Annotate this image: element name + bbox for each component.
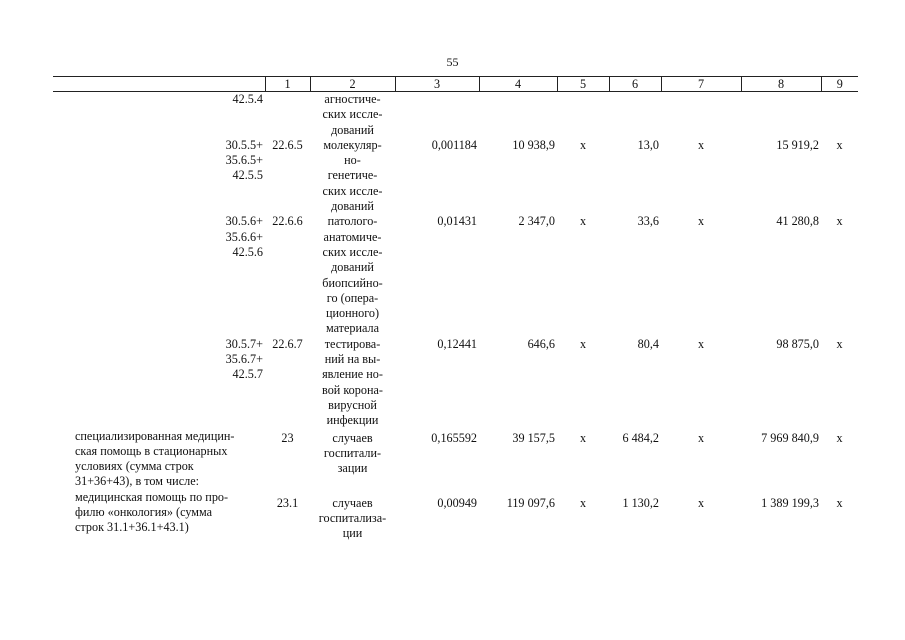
row-value-5 — [557, 92, 609, 138]
row-value-7 — [661, 92, 741, 138]
row-value-6 — [609, 92, 661, 138]
table-row — [53, 490, 858, 542]
row-value-3 — [395, 92, 479, 138]
row-value-6: 6 484,2 — [622, 430, 659, 445]
data-table — [53, 76, 858, 542]
header-cell-9: 9 — [821, 77, 858, 92]
row-code: 30.5.7+ 35.6.7+ 42.5.7 — [225, 336, 263, 382]
row-value-4: 2 347,0 — [518, 214, 555, 229]
table-row — [53, 429, 858, 490]
row-value-3: 0,01431 — [437, 214, 477, 229]
row-value-7: х — [697, 336, 705, 351]
row-code: 42.5.4 — [232, 92, 263, 106]
row-value-8: 15 919,2 — [776, 137, 819, 152]
header-cell-3: 3 — [395, 77, 479, 92]
row-value-9: х — [836, 137, 843, 152]
row-value-9 — [821, 92, 858, 138]
row-number: 23 — [281, 430, 294, 445]
table-row — [53, 92, 858, 138]
row-value-5: х — [579, 137, 587, 152]
row-unit: патолого- анатомиче- ских иссле- дований биопсийно- го (опера- ционного) материала — [322, 214, 383, 336]
header-row — [53, 77, 858, 92]
header-cell-7: 7 — [661, 77, 741, 92]
row-value-9: х — [836, 430, 843, 445]
row-value-8: 41 280,8 — [776, 214, 819, 229]
row-value-4: 646,6 — [527, 336, 555, 351]
row-number: 23.1 — [276, 495, 299, 510]
row-value-5: х — [579, 495, 587, 510]
row-value-7: х — [697, 137, 705, 152]
row-value-4: 119 097,6 — [506, 495, 555, 510]
row-value-4: 39 157,5 — [512, 430, 555, 445]
row-code: 30.5.5+ 35.6.5+ 42.5.5 — [225, 137, 263, 183]
row-value-7: х — [697, 495, 705, 510]
row-value-3: 0,12441 — [437, 336, 477, 351]
row-value-9: х — [836, 495, 843, 510]
row-value-7: х — [697, 214, 705, 229]
header-cell-1: 1 — [265, 77, 310, 92]
row-value-4 — [479, 92, 557, 138]
row-unit: случаев госпитализа- ции — [318, 495, 387, 541]
row-value-6: 33,6 — [637, 214, 659, 229]
row-value-3: 0,001184 — [431, 137, 477, 152]
header-cell-8: 8 — [741, 77, 821, 92]
row-code: 30.5.6+ 35.6.6+ 42.5.6 — [225, 214, 263, 259]
row-unit: агностиче- ских иссле- дований — [322, 92, 383, 137]
page-number: 55 — [446, 55, 459, 69]
row-description: медицинская помощь по про- филю «онкология» (сумма строк 31.1+36.1+43.1) — [75, 489, 229, 535]
table-row — [53, 337, 858, 429]
row-unit: тестирова- ний на вы- явление но- вой корона- вирусной инфекции — [322, 336, 383, 428]
row-value-6: 1 130,2 — [622, 495, 659, 510]
row-value-6: 13,0 — [637, 137, 659, 152]
table-row — [53, 214, 858, 336]
table-row — [53, 138, 858, 214]
row-value-9: х — [836, 336, 843, 351]
header-cell-6: 6 — [609, 77, 661, 92]
row-description: специализированная медицин- ская помощь в стационарных условиях (сумма строк 31+36+43), в том числе: — [75, 428, 235, 489]
header-cell-empty — [53, 77, 265, 92]
header-cell-4: 4 — [479, 77, 557, 92]
row-number: 22.6.6 — [272, 214, 303, 229]
row-value-7: х — [697, 430, 705, 445]
row-value-8: 98 875,0 — [776, 336, 819, 351]
row-number: 22.6.5 — [272, 137, 303, 152]
row-number — [265, 92, 310, 138]
row-value-3: 0,00949 — [437, 495, 477, 510]
row-value-5: х — [579, 336, 587, 351]
row-value-5: х — [579, 214, 587, 229]
header-cell-2: 2 — [310, 77, 395, 92]
row-value-5: х — [579, 430, 587, 445]
row-unit: случаев госпитали- зации — [323, 430, 382, 476]
row-unit: молекуляр- но- генетиче- ских иссле- дований — [322, 137, 383, 214]
row-value-8 — [741, 92, 821, 138]
row-value-4: 10 938,9 — [512, 137, 555, 152]
header-cell-5: 5 — [557, 77, 609, 92]
row-value-8: 1 389 199,3 — [761, 495, 819, 510]
row-value-3: 0,165592 — [431, 430, 477, 445]
row-value-8: 7 969 840,9 — [761, 430, 819, 445]
row-value-6: 80,4 — [637, 336, 659, 351]
row-number: 22.6.7 — [272, 336, 303, 351]
row-value-9: х — [836, 214, 843, 229]
